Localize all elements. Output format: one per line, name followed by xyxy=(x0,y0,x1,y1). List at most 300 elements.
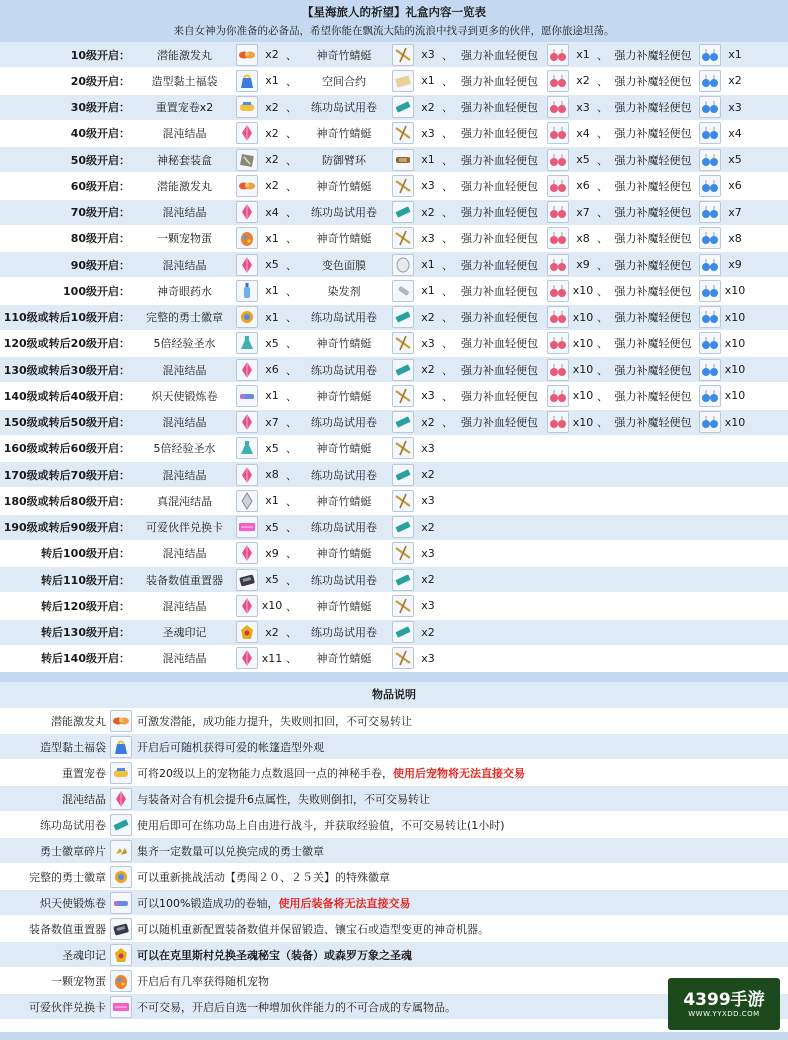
item-separator: 、 xyxy=(597,101,608,115)
description-text xyxy=(132,739,324,755)
hp-potion-pack-icon xyxy=(547,306,569,328)
level-label: 90级开启： xyxy=(70,258,130,272)
item-quantity: x1 xyxy=(265,389,279,403)
hp-potion-pack-icon xyxy=(547,122,569,144)
item-separator: 、 xyxy=(286,494,297,508)
description-row xyxy=(0,786,788,812)
item-name: 圣魂印记 xyxy=(162,626,207,640)
item-separator: 、 xyxy=(442,153,453,167)
item-name: 强力补魔轻便包 xyxy=(614,284,692,298)
item-separator: 、 xyxy=(442,48,453,62)
item-quantity: x10 xyxy=(724,415,746,429)
item-quantity: x10 xyxy=(724,363,746,377)
description-text xyxy=(132,947,412,963)
mp-potion-pack-icon xyxy=(699,306,721,328)
island-ticket-icon xyxy=(110,814,132,836)
item-quantity: x8 xyxy=(728,231,742,245)
table-row xyxy=(0,42,788,68)
item-quantity: x5 xyxy=(728,153,742,167)
bamboo-dragonfly-icon xyxy=(392,490,414,512)
item-name: 练功岛试用卷 xyxy=(311,468,377,482)
item-separator: 、 xyxy=(286,547,297,561)
table-row xyxy=(0,541,788,567)
item-name: 变色面膜 xyxy=(322,258,366,272)
table-row xyxy=(0,121,788,147)
item-name: 一颗宠物蛋 xyxy=(157,232,212,246)
item-name: 练功岛试用卷 xyxy=(311,573,377,587)
item-quantity: x5 xyxy=(265,258,279,272)
description-text xyxy=(132,921,489,937)
item-separator: 、 xyxy=(286,363,297,377)
level-label: 140级或转后40级开启： xyxy=(3,389,130,403)
table-row xyxy=(0,620,788,646)
chaos-crystal-icon xyxy=(236,647,258,669)
mystery-box-icon xyxy=(236,149,258,171)
level-label: 180级或转后80级开启： xyxy=(3,494,130,508)
description-text xyxy=(132,765,525,781)
item-quantity: x4 xyxy=(728,126,742,140)
item-quantity: x3 xyxy=(421,494,435,508)
island-ticket-icon xyxy=(392,96,414,118)
item-quantity: x10 xyxy=(572,389,594,403)
chaos-crystal-icon xyxy=(236,359,258,381)
item-separator: 、 xyxy=(442,232,453,246)
item-separator: 、 xyxy=(597,206,608,220)
item-separator: 、 xyxy=(442,311,453,325)
item-quantity: x10 xyxy=(724,336,746,350)
hp-potion-pack-icon xyxy=(547,385,569,407)
description-row xyxy=(0,864,788,890)
mp-potion-pack-icon xyxy=(699,280,721,302)
description-body: 可激发潜能，成功能力提升，失败则扣回，不可交易转让 xyxy=(137,714,412,728)
true-chaos-crystal-icon xyxy=(236,490,258,512)
item-quantity: x10 xyxy=(724,284,746,298)
description-list xyxy=(0,708,788,1020)
island-ticket-icon xyxy=(392,464,414,486)
header xyxy=(0,0,788,42)
item-quantity: x3 xyxy=(576,100,590,114)
item-quantity: x2 xyxy=(421,625,435,639)
item-separator: 、 xyxy=(286,311,297,325)
bamboo-dragonfly-icon xyxy=(392,175,414,197)
description-text xyxy=(132,791,430,807)
description-text xyxy=(132,973,269,989)
mp-potion-pack-icon xyxy=(699,411,721,433)
item-name: 强力补血轻便包 xyxy=(461,284,538,298)
description-row xyxy=(0,812,788,838)
description-item-name: 造型黏土福袋 xyxy=(40,740,106,754)
item-name: 强力补血轻便包 xyxy=(461,153,538,167)
item-name: 强力补魔轻便包 xyxy=(614,363,692,377)
level-label: 70级开启： xyxy=(70,206,130,220)
item-quantity: x2 xyxy=(421,573,435,587)
item-name: 神奇竹蜻蜓 xyxy=(316,127,372,141)
table-row xyxy=(0,226,788,252)
description-body: 集齐一定数量可以兑换完成的勇士徽章 xyxy=(137,844,324,858)
item-quantity: x2 xyxy=(576,74,590,88)
item-name: 练功岛试用卷 xyxy=(311,206,377,220)
item-name: 重置宠卷x2 xyxy=(155,101,214,115)
item-name: 完整的勇士徽章 xyxy=(146,311,223,325)
item-name: 练功岛试用卷 xyxy=(311,521,377,535)
island-ticket-icon xyxy=(392,306,414,328)
trade-warning: 使用后装备将无法直接交易 xyxy=(278,896,411,910)
item-name: 练功岛试用卷 xyxy=(311,101,377,115)
item-quantity: x2 xyxy=(421,100,435,114)
chaos-crystal-icon xyxy=(236,122,258,144)
chaos-crystal-icon xyxy=(236,464,258,486)
description-text xyxy=(132,869,390,885)
item-name: 强力补血轻便包 xyxy=(461,179,538,193)
item-separator: 、 xyxy=(442,258,453,272)
item-quantity: x2 xyxy=(265,625,279,639)
reward-table xyxy=(0,42,788,672)
description-body: 与装备对合有机会提升6点属性，失败则倒扣，不可交易转让 xyxy=(137,792,430,806)
description-row xyxy=(0,942,788,968)
island-ticket-icon xyxy=(392,621,414,643)
description-row xyxy=(0,838,788,864)
item-quantity: x7 xyxy=(728,205,742,219)
item-separator: 、 xyxy=(597,284,608,298)
item-name: 神奇竹蜻蜓 xyxy=(316,547,372,561)
item-separator: 、 xyxy=(286,416,297,430)
chaos-crystal-icon xyxy=(236,595,258,617)
bamboo-dragonfly-icon xyxy=(392,647,414,669)
hp-potion-pack-icon xyxy=(547,332,569,354)
level-label: 100级开启： xyxy=(63,284,130,298)
mp-potion-pack-icon xyxy=(699,44,721,66)
table-row xyxy=(0,200,788,226)
description-item-name: 圣魂印记 xyxy=(62,948,106,962)
item-name: 潜能激发丸 xyxy=(157,48,212,62)
pet-egg-icon xyxy=(110,970,132,992)
item-quantity: x2 xyxy=(421,363,435,377)
level-label: 170级或转后70级开启： xyxy=(3,468,130,482)
hp-potion-pack-icon xyxy=(547,359,569,381)
pill-icon xyxy=(236,44,258,66)
item-quantity: x10 xyxy=(572,363,594,377)
item-name: 神奇竹蜻蜓 xyxy=(316,652,372,666)
item-name: 强力补血轻便包 xyxy=(461,101,538,115)
table-row xyxy=(0,331,788,357)
description-text xyxy=(132,713,412,729)
item-quantity: x2 xyxy=(421,310,435,324)
item-quantity: x10 xyxy=(572,284,594,298)
description-item-name: 可爱伙伴兑换卡 xyxy=(29,1000,106,1014)
level-label: 130级或转后30级开启： xyxy=(3,363,130,377)
item-quantity: x5 xyxy=(265,573,279,587)
item-quantity: x10 xyxy=(261,599,283,613)
warrior-badge-icon xyxy=(110,866,132,888)
table-row xyxy=(0,357,788,383)
item-name: 强力补魔轻便包 xyxy=(614,232,692,246)
item-quantity: x7 xyxy=(265,415,279,429)
item-name: 强力补魔轻便包 xyxy=(614,179,692,193)
clay-bag-icon xyxy=(110,736,132,758)
description-item-name: 练功岛试用卷 xyxy=(40,818,106,832)
island-ticket-icon xyxy=(392,516,414,538)
item-quantity: x5 xyxy=(265,441,279,455)
item-quantity: x1 xyxy=(421,74,435,88)
item-quantity: x10 xyxy=(572,336,594,350)
table-row xyxy=(0,278,788,304)
bamboo-dragonfly-icon xyxy=(392,122,414,144)
item-separator: 、 xyxy=(442,206,453,220)
level-label: 转后140级开启： xyxy=(41,652,130,666)
bottom-bar xyxy=(0,1032,788,1040)
exp-holy-water-icon xyxy=(236,437,258,459)
level-label: 120级或转后20级开启： xyxy=(3,337,130,351)
item-name: 强力补魔轻便包 xyxy=(614,206,692,220)
page-title: 【星海旅人的祈望】礼盒内容一览表 xyxy=(302,5,486,19)
chaos-crystal-icon xyxy=(236,411,258,433)
hp-potion-pack-icon xyxy=(547,149,569,171)
table-row xyxy=(0,252,788,278)
table-row xyxy=(0,488,788,514)
item-separator: 、 xyxy=(442,101,453,115)
item-quantity: x2 xyxy=(265,48,279,62)
item-separator: 、 xyxy=(597,179,608,193)
island-ticket-icon xyxy=(392,569,414,591)
description-row xyxy=(0,760,788,786)
bamboo-dragonfly-icon xyxy=(392,437,414,459)
level-label: 80级开启： xyxy=(70,232,130,246)
item-name: 5倍经验圣水 xyxy=(153,442,216,456)
item-name: 神奇竹蜻蜓 xyxy=(316,179,372,193)
chaos-crystal-icon xyxy=(110,788,132,810)
exp-holy-water-icon xyxy=(236,332,258,354)
soul-seal-icon xyxy=(236,621,258,643)
item-separator: 、 xyxy=(286,521,297,535)
table-row xyxy=(0,462,788,488)
item-quantity: x2 xyxy=(728,74,742,88)
item-name: 强力补血轻便包 xyxy=(461,337,538,351)
item-separator: 、 xyxy=(286,573,297,587)
level-label: 20级开启： xyxy=(70,74,130,88)
table-row xyxy=(0,646,788,672)
item-name: 神奇竹蜻蜓 xyxy=(316,494,372,508)
item-quantity: x2 xyxy=(265,179,279,193)
item-quantity: x1 xyxy=(265,231,279,245)
item-quantity: x1 xyxy=(265,284,279,298)
description-body: 使用后即可在练功岛上自由进行战斗，并获取经验值，不可交易转让(1小时) xyxy=(137,818,505,832)
item-name: 强力补魔轻便包 xyxy=(614,416,692,430)
item-quantity: x2 xyxy=(265,100,279,114)
pet-scroll-icon xyxy=(236,96,258,118)
item-name: 防御臂环 xyxy=(322,153,366,167)
description-text xyxy=(132,895,410,911)
island-ticket-icon xyxy=(392,201,414,223)
item-quantity: x5 xyxy=(265,336,279,350)
level-label: 10级开启： xyxy=(70,48,130,62)
level-label: 150级或转后50级开启： xyxy=(3,416,130,430)
soul-seal-icon xyxy=(110,944,132,966)
level-label: 160级或转后60级开启： xyxy=(3,442,130,456)
item-quantity: x3 xyxy=(421,126,435,140)
pill-icon xyxy=(236,175,258,197)
item-name: 装备数值重置器 xyxy=(146,573,223,587)
item-quantity: x1 xyxy=(421,258,435,272)
item-quantity: x8 xyxy=(576,231,590,245)
logo-url: WWW.YYXDD.COM xyxy=(688,1010,760,1018)
item-separator: 、 xyxy=(286,258,297,272)
armlet-icon xyxy=(392,149,414,171)
item-name: 强力补血轻便包 xyxy=(461,48,538,62)
item-name: 强力补魔轻便包 xyxy=(614,258,692,272)
item-name: 神奇竹蜻蜓 xyxy=(316,48,372,62)
brand-logo xyxy=(668,978,780,1030)
item-separator: 、 xyxy=(597,311,608,325)
item-name: 强力补魔轻便包 xyxy=(614,74,692,88)
description-item-name: 一颗宠物蛋 xyxy=(51,974,106,988)
level-label: 50级开启： xyxy=(70,153,130,167)
level-label: 30级开启： xyxy=(70,101,130,115)
pill-icon xyxy=(110,710,132,732)
item-name: 强力补魔轻便包 xyxy=(614,311,692,325)
item-name: 强力补血轻便包 xyxy=(461,311,538,325)
item-name: 可爱伙伴兑换卡 xyxy=(146,521,223,535)
item-name: 强力补血轻便包 xyxy=(461,127,538,141)
description-body: 可以重新挑战活动【勇闯２０、２５关】的特殊徽章 xyxy=(137,870,390,884)
item-separator: 、 xyxy=(286,626,297,640)
item-name: 神奇竹蜻蜓 xyxy=(316,599,372,613)
eye-drops-icon xyxy=(236,280,258,302)
table-row xyxy=(0,68,788,94)
item-separator: 、 xyxy=(442,416,453,430)
hp-potion-pack-icon xyxy=(547,254,569,276)
item-quantity: x2 xyxy=(421,415,435,429)
mp-potion-pack-icon xyxy=(699,332,721,354)
item-quantity: x6 xyxy=(265,363,279,377)
item-name: 强力补血轻便包 xyxy=(461,232,538,246)
section-divider xyxy=(0,672,788,682)
mp-potion-pack-icon xyxy=(699,254,721,276)
description-item-name: 炽天使锻炼卷 xyxy=(40,896,106,910)
equip-reset-icon xyxy=(110,918,132,940)
item-quantity: x3 xyxy=(421,546,435,560)
item-name: 神秘套装盒 xyxy=(157,153,212,167)
item-separator: 、 xyxy=(597,258,608,272)
item-quantity: x2 xyxy=(421,520,435,534)
hp-potion-pack-icon xyxy=(547,175,569,197)
item-separator: 、 xyxy=(442,127,453,141)
description-row xyxy=(0,734,788,760)
item-name: 炽天使锻炼卷 xyxy=(151,389,218,403)
item-name: 混沌结晶 xyxy=(162,468,207,482)
item-name: 强力补血轻便包 xyxy=(461,416,538,430)
item-quantity: x1 xyxy=(265,494,279,508)
item-quantity: x1 xyxy=(421,153,435,167)
item-separator: 、 xyxy=(442,179,453,193)
item-name: 混沌结晶 xyxy=(162,416,207,430)
level-label: 190级或转后90级开启： xyxy=(3,521,130,535)
description-text xyxy=(132,817,505,833)
item-separator: 、 xyxy=(597,389,608,403)
level-label: 40级开启： xyxy=(70,127,130,141)
hp-potion-pack-icon xyxy=(547,227,569,249)
item-quantity: x9 xyxy=(265,546,279,560)
item-quantity: x1 xyxy=(576,48,590,62)
item-separator: 、 xyxy=(442,74,453,88)
bamboo-dragonfly-icon xyxy=(392,332,414,354)
mp-potion-pack-icon xyxy=(699,359,721,381)
item-quantity: x11 xyxy=(261,651,283,665)
mp-potion-pack-icon xyxy=(699,149,721,171)
item-quantity: x3 xyxy=(421,231,435,245)
item-separator: 、 xyxy=(286,652,297,666)
hp-potion-pack-icon xyxy=(547,44,569,66)
table-row xyxy=(0,305,788,331)
item-name: 强力补血轻便包 xyxy=(461,74,538,88)
table-row xyxy=(0,515,788,541)
item-quantity: x4 xyxy=(576,126,590,140)
description-item-name: 勇士徽章碎片 xyxy=(40,844,106,858)
description-body: 可以100%锻造成功的卷轴， xyxy=(137,896,279,910)
item-quantity: x10 xyxy=(572,415,594,429)
item-separator: 、 xyxy=(442,284,453,298)
item-quantity: x3 xyxy=(728,100,742,114)
item-name: 练功岛试用卷 xyxy=(311,311,377,325)
item-separator: 、 xyxy=(286,48,297,62)
item-name: 强力补魔轻便包 xyxy=(614,389,692,403)
item-name: 强力补魔轻便包 xyxy=(614,337,692,351)
item-name: 强力补魔轻便包 xyxy=(614,153,692,167)
item-name: 混沌结晶 xyxy=(162,206,207,220)
item-separator: 、 xyxy=(286,127,297,141)
item-quantity: x3 xyxy=(421,48,435,62)
item-name: 强力补血轻便包 xyxy=(461,363,538,377)
equip-reset-icon xyxy=(236,569,258,591)
trade-warning: 使用后宠物将无法直接交易 xyxy=(393,766,525,780)
warrior-badge-icon xyxy=(236,306,258,328)
mp-potion-pack-icon xyxy=(699,385,721,407)
item-quantity: x1 xyxy=(265,310,279,324)
item-name: 强力补魔轻便包 xyxy=(614,127,692,141)
item-name: 强力补魔轻便包 xyxy=(614,48,692,62)
chaos-crystal-icon xyxy=(236,201,258,223)
item-separator: 、 xyxy=(286,101,297,115)
item-quantity: x9 xyxy=(576,258,590,272)
item-name: 练功岛试用卷 xyxy=(311,416,377,430)
description-heading: 物品说明 xyxy=(0,682,788,708)
description-row xyxy=(0,890,788,916)
item-quantity: x9 xyxy=(728,258,742,272)
face-mask-icon xyxy=(392,254,414,276)
mp-potion-pack-icon xyxy=(699,201,721,223)
description-item-name: 潜能激发丸 xyxy=(51,714,106,728)
item-quantity: x5 xyxy=(265,520,279,534)
hp-potion-pack-icon xyxy=(547,201,569,223)
item-separator: 、 xyxy=(286,179,297,193)
island-ticket-icon xyxy=(392,359,414,381)
item-separator: 、 xyxy=(286,74,297,88)
page-subtitle: 来自女神为你准备的必备品，希望你能在飘流大陆的流浪中找寻到更多的伙伴，愿你旅途坦荡。 xyxy=(173,25,615,37)
item-quantity: x2 xyxy=(265,126,279,140)
seraph-scroll-icon xyxy=(236,385,258,407)
description-body: 可以在克里斯村兑换圣魂秘宝（装备）或森罗万象之圣魂 xyxy=(137,948,412,962)
table-row xyxy=(0,436,788,462)
partner-card-icon xyxy=(110,996,132,1018)
description-body: 开启后有几率获得随机宠物 xyxy=(137,974,269,988)
item-quantity: x3 xyxy=(421,179,435,193)
description-item-name: 完整的勇士徽章 xyxy=(29,870,106,884)
item-quantity: x6 xyxy=(576,179,590,193)
item-separator: 、 xyxy=(286,206,297,220)
mp-potion-pack-icon xyxy=(699,122,721,144)
item-quantity: x6 xyxy=(728,179,742,193)
description-body: 可将20级以上的宠物能力点数退回一点的神秘手卷， xyxy=(137,766,393,780)
item-separator: 、 xyxy=(442,389,453,403)
